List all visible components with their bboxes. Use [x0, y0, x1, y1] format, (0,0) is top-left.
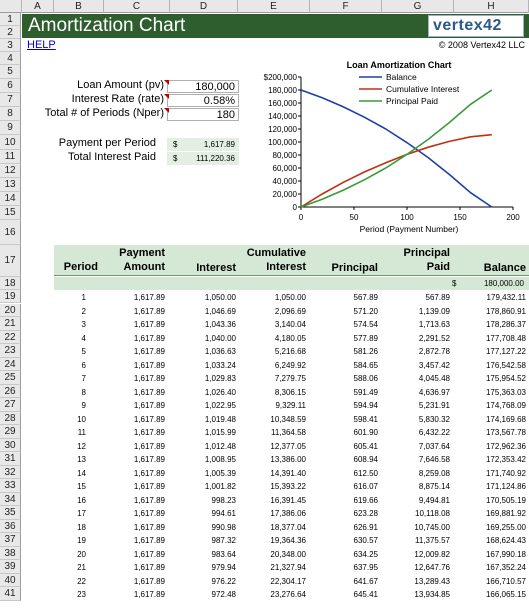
- cell-balance: 178,286.37: [485, 320, 526, 329]
- cell-period: 4: [81, 333, 86, 343]
- row-header-38[interactable]: 38: [0, 547, 21, 561]
- cell-payment: 1,617.89: [133, 455, 165, 464]
- comment-indicator-icon[interactable]: [164, 94, 169, 99]
- cell-principal: 574.54: [353, 320, 378, 329]
- y-tick-label: 160,000: [268, 99, 297, 108]
- cell-period: 11: [77, 428, 86, 437]
- row-header-40[interactable]: 40: [0, 574, 21, 588]
- cell-period: 19: [77, 536, 86, 545]
- x-tick-label: 50: [349, 213, 359, 222]
- cell-balance: 168,624.43: [485, 536, 526, 545]
- row-header-35[interactable]: 35: [0, 506, 21, 520]
- row-header-32[interactable]: 32: [0, 466, 21, 480]
- loan-amount-label: Loan Amount (pv): [77, 79, 164, 91]
- row-header-10[interactable]: 10: [0, 135, 21, 150]
- cell-principal: 571.20: [353, 306, 378, 316]
- header-cumulative-line2: Interest: [266, 261, 306, 273]
- payment-amount: 1,617.89: [203, 140, 235, 149]
- row-header-4[interactable]: 4: [0, 52, 21, 65]
- cell-interest: 994.61: [211, 509, 236, 518]
- row-header-28[interactable]: 28: [0, 412, 21, 426]
- cell-cumulative-interest: 21,327.94: [270, 563, 306, 572]
- total-interest-value[interactable]: [167, 152, 239, 165]
- cell-principal: 612.50: [353, 468, 378, 478]
- cell-cumulative-interest: 19,364.36: [270, 536, 306, 545]
- cell-payment: 1,617.89: [133, 428, 165, 437]
- cell-principal-paid: 6,432.22: [418, 428, 450, 437]
- x-tick-label: 0: [298, 213, 304, 222]
- cell-principal-paid: 1,139.09: [418, 306, 450, 316]
- cell-interest: 987.32: [211, 536, 236, 545]
- column-header-bar: [0, 0, 529, 13]
- cell-interest: 1,001.82: [204, 482, 236, 491]
- cell-period: 13: [77, 455, 86, 464]
- cell-principal-paid: 9,494.81: [418, 495, 450, 505]
- cell-balance: 175,954.52: [485, 374, 526, 383]
- cell-balance: 171,124.86: [485, 482, 526, 491]
- interest-rate-label: Interest Rate (rate): [71, 93, 164, 105]
- cell-cumulative-interest: 17,386.06: [270, 509, 306, 518]
- cell-cumulative-interest: 10,348.59: [270, 414, 306, 424]
- x-tick-label: 150: [453, 213, 467, 222]
- cell-cumulative-interest: 11,364.58: [271, 428, 306, 437]
- cell-principal: 641.67: [353, 576, 378, 586]
- select-all-corner[interactable]: [0, 0, 22, 13]
- cell-principal: 623.28: [353, 509, 378, 518]
- payment-per-period-value[interactable]: [167, 138, 239, 151]
- cell-principal-paid: 10,118.08: [415, 509, 450, 518]
- cell-period: 18: [77, 522, 86, 532]
- header-period: Period: [63, 261, 98, 273]
- column-header-d[interactable]: D: [170, 0, 238, 13]
- cell-cumulative-interest: 13,386.00: [270, 455, 306, 464]
- cell-payment: 1,617.89: [133, 306, 165, 316]
- row-header-33[interactable]: 33: [0, 479, 21, 493]
- cell-balance: 172,962.36: [485, 441, 526, 451]
- cell-period: 10: [77, 414, 86, 424]
- cell-principal-paid: 13,934.85: [414, 590, 450, 599]
- cell-principal-paid: 12,009.82: [414, 549, 450, 559]
- cell-period: 1: [81, 293, 86, 302]
- row-header-15[interactable]: 15: [0, 206, 21, 220]
- cell-payment: 1,617.89: [133, 387, 165, 397]
- cell-cumulative-interest: 8,306.15: [274, 387, 306, 397]
- cell-cumulative-interest: 18,377.04: [270, 522, 306, 532]
- y-tick-label: 20,000: [272, 190, 297, 199]
- cell-interest: 972.48: [211, 590, 236, 599]
- column-header-a[interactable]: A: [22, 0, 54, 13]
- cell-period: 17: [77, 509, 86, 518]
- row-header-8[interactable]: 8: [0, 107, 21, 121]
- vertex42-logo[interactable]: [428, 15, 524, 37]
- cell-interest: 1,019.48: [204, 414, 236, 424]
- cell-payment: 1,617.89: [133, 536, 165, 545]
- table-header: [54, 245, 529, 276]
- row-header-3[interactable]: 3: [0, 39, 21, 52]
- row-header-14[interactable]: 14: [0, 192, 21, 206]
- cell-principal-paid: 2,291.52: [418, 333, 450, 343]
- row-header-27[interactable]: 27: [0, 398, 21, 412]
- column-header-c[interactable]: C: [104, 0, 170, 13]
- cell-interest: 1,033.24: [204, 360, 236, 370]
- row-header-30[interactable]: 30: [0, 439, 21, 453]
- cell-period: 21: [77, 563, 86, 572]
- row-header-16[interactable]: 16: [0, 220, 21, 245]
- cell-period: 22: [77, 576, 86, 586]
- cell-interest: 983.64: [211, 549, 236, 559]
- cell-payment: 1,617.89: [133, 468, 165, 478]
- x-tick-label: 100: [400, 213, 414, 222]
- cell-balance: 167,352.24: [485, 563, 526, 572]
- row-header-36[interactable]: 36: [0, 520, 21, 534]
- y-tick-label: 80,000: [272, 151, 297, 160]
- cell-cumulative-interest: 7,279.75: [274, 374, 306, 383]
- cell-cumulative-interest: 16,391.45: [270, 495, 306, 505]
- legend-label: Principal Paid: [386, 96, 438, 106]
- row-header-37[interactable]: 37: [0, 533, 21, 547]
- payment-per-period-label: Payment per Period: [58, 137, 156, 149]
- row-header-19[interactable]: 19: [0, 290, 21, 303]
- cell-principal-paid: 7,646.58: [418, 455, 450, 464]
- cell-period: 23: [77, 590, 86, 599]
- loan-amount-input[interactable]: 180,000: [167, 80, 239, 93]
- cell-payment: 1,617.89: [133, 293, 165, 302]
- cell-balance: 174,169.68: [485, 414, 526, 424]
- cell-balance: 169,881.92: [485, 509, 526, 518]
- cell-interest: 1,022.95: [204, 401, 236, 410]
- column-header-h[interactable]: H: [454, 0, 529, 13]
- cell-interest: 976.22: [211, 576, 236, 586]
- interest-rate-input[interactable]: 0.58%: [167, 94, 239, 107]
- cell-principal: 626.91: [353, 522, 378, 532]
- cell-principal: 581.26: [353, 347, 378, 356]
- row-header-11[interactable]: 11: [0, 150, 21, 164]
- cell-interest: 998.23: [211, 495, 236, 505]
- column-header-g[interactable]: G: [382, 0, 454, 13]
- payment-currency: $: [173, 140, 178, 149]
- start-balance: 180,000.00: [483, 279, 524, 288]
- cell-principal-paid: 5,830.32: [418, 414, 450, 424]
- cell-interest: 1,026.40: [204, 387, 236, 397]
- cell-payment: 1,617.89: [133, 414, 165, 424]
- cell-period: 7: [81, 374, 86, 383]
- row-header-39[interactable]: 39: [0, 560, 21, 574]
- row-header-13[interactable]: 13: [0, 178, 21, 192]
- cell-principal-paid: 8,875.14: [418, 482, 450, 491]
- cell-cumulative-interest: 23,276.64: [270, 590, 306, 599]
- row-header-17[interactable]: 17: [0, 245, 21, 277]
- header-interest: Interest: [196, 262, 236, 274]
- cell-payment: 1,617.89: [133, 522, 165, 532]
- row-header-26[interactable]: 26: [0, 385, 21, 399]
- cell-interest: 1,005.39: [204, 468, 236, 478]
- row-header-5[interactable]: 5: [0, 65, 21, 79]
- header-cumulative-line1: Cumulative: [246, 247, 306, 259]
- row-header-29[interactable]: 29: [0, 425, 21, 439]
- cell-balance: 172,353.42: [485, 455, 526, 464]
- cell-principal-paid: 4,045.48: [418, 374, 450, 383]
- cell-payment: 1,617.89: [133, 590, 165, 599]
- row-header-22[interactable]: 22: [0, 331, 21, 345]
- x-tick-label: 200: [506, 213, 520, 222]
- cell-balance: 169,255.00: [485, 522, 526, 532]
- header-principal: Principal: [331, 262, 378, 274]
- cell-principal: 619.66: [353, 495, 378, 505]
- cell-period: 9: [81, 401, 86, 410]
- row-header-7[interactable]: 7: [0, 93, 21, 107]
- cell-payment: 1,617.89: [133, 401, 165, 410]
- cell-principal: 598.41: [353, 414, 378, 424]
- cell-principal-paid: 4,636.97: [418, 387, 450, 397]
- cell-period: 15: [77, 482, 86, 491]
- cell-balance: 170,505.19: [485, 495, 526, 505]
- cell-balance: 179,432.11: [486, 293, 526, 302]
- cell-principal: 591.49: [353, 387, 378, 397]
- cell-principal-paid: 5,231.91: [418, 401, 450, 410]
- cell-principal: 608.94: [353, 455, 378, 464]
- cell-balance: 166,710.57: [485, 576, 526, 586]
- x-axis-label: Period (Payment Number): [359, 224, 459, 234]
- cell-cumulative-interest: 15,393.22: [270, 482, 306, 491]
- cell-period: 8: [81, 387, 86, 397]
- column-header-e[interactable]: E: [238, 0, 310, 13]
- row-header-31[interactable]: 31: [0, 452, 21, 466]
- cell-period: 12: [77, 441, 86, 451]
- cell-principal-paid: 13,289.43: [414, 576, 450, 586]
- cell-period: 2: [81, 306, 86, 316]
- cell-balance: 171,740.92: [485, 468, 526, 478]
- cell-principal-paid: 12,647.76: [414, 563, 450, 572]
- copyright-text: © 2008 Vertex42 LLC: [438, 40, 525, 50]
- cell-principal-paid: 7,037.64: [418, 441, 450, 451]
- cell-principal: 567.89: [353, 293, 378, 302]
- row-header-24[interactable]: 24: [0, 358, 21, 372]
- cell-balance: 175,363.03: [485, 387, 526, 397]
- cell-interest: 1,015.99: [204, 428, 236, 437]
- cell-payment: 1,617.89: [133, 509, 165, 518]
- cell-principal: 601.90: [353, 428, 378, 437]
- total-interest-label: Total Interest Paid: [67, 151, 156, 163]
- cell-cumulative-interest: 20,348.00: [270, 549, 306, 559]
- cell-cumulative-interest: 22,304.17: [270, 576, 306, 586]
- cell-period: 20: [77, 549, 86, 559]
- header-payment-line1: Payment: [119, 247, 165, 259]
- cell-payment: 1,617.89: [133, 549, 165, 559]
- cell-principal-paid: 8,259.08: [418, 468, 450, 478]
- cell-principal-paid: 10,745.00: [414, 522, 450, 532]
- cell-balance: 166,065.15: [485, 590, 526, 599]
- row-header-20[interactable]: 20: [0, 304, 21, 318]
- y-tick-label: 40,000: [272, 177, 297, 186]
- cell-interest: 1,036.63: [204, 347, 236, 356]
- header-balance: Balance: [483, 262, 526, 274]
- total-periods-input[interactable]: 180: [167, 108, 239, 121]
- cell-cumulative-interest: 3,140.04: [274, 320, 306, 329]
- cell-balance: 167,990.18: [485, 549, 526, 559]
- cell-principal-paid: 11,375.57: [415, 536, 450, 545]
- cell-payment: 1,617.89: [133, 495, 165, 505]
- cell-payment: 1,617.89: [133, 482, 165, 491]
- cell-payment: 1,617.89: [133, 333, 165, 343]
- cell-payment: 1,617.89: [133, 374, 165, 383]
- row-header-23[interactable]: 23: [0, 344, 21, 358]
- cell-cumulative-interest: 5,216.68: [274, 347, 306, 356]
- total-interest-amount: 111,220.36: [196, 154, 235, 163]
- cell-balance: 173,567.78: [485, 428, 526, 437]
- cell-principal-paid: 1,713.63: [418, 320, 450, 329]
- row-header-12[interactable]: 12: [0, 164, 21, 178]
- cell-principal-paid: 567.89: [425, 293, 450, 302]
- cell-principal-paid: 3,457.42: [418, 360, 450, 370]
- cell-period: 6: [81, 360, 86, 370]
- cell-period: 5: [81, 347, 86, 356]
- header-principal-paid-line1: Principal: [403, 247, 450, 259]
- cell-payment: 1,617.89: [133, 360, 165, 370]
- cell-period: 16: [77, 495, 86, 505]
- header-payment-line2: Amount: [123, 261, 165, 273]
- row-header-25[interactable]: 25: [0, 371, 21, 385]
- y-tick-label: 60,000: [272, 164, 297, 173]
- logo-text: vertex42: [433, 17, 502, 34]
- cell-balance: 176,542.58: [485, 360, 526, 370]
- start-currency: $: [452, 279, 457, 288]
- cell-principal: 588.06: [353, 374, 378, 383]
- table-start-row: [54, 277, 529, 290]
- cell-period: 14: [77, 468, 86, 478]
- cell-interest: 1,043.36: [204, 320, 236, 329]
- cell-cumulative-interest: 6,249.92: [274, 360, 306, 370]
- row-header-41[interactable]: 41: [0, 587, 21, 601]
- cell-interest: 1,008.95: [204, 455, 236, 464]
- chart-title: Loan Amortization Chart: [346, 60, 452, 70]
- cell-cumulative-interest: 12,377.05: [270, 441, 306, 451]
- legend-label: Cumulative Interest: [386, 84, 460, 94]
- row-header-21[interactable]: 21: [0, 317, 21, 331]
- y-tick-label: 120,000: [268, 125, 297, 134]
- y-tick-label: 180,000: [268, 86, 297, 95]
- cell-principal: 630.57: [353, 536, 378, 545]
- column-header-f[interactable]: F: [310, 0, 382, 13]
- header-principal-paid-line2: Paid: [426, 261, 450, 273]
- cell-interest: 1,029.83: [204, 374, 236, 383]
- cell-interest: 1,012.48: [204, 441, 236, 451]
- row-header-9[interactable]: 9: [0, 121, 21, 135]
- cell-payment: 1,617.89: [133, 441, 165, 451]
- y-tick-label: 140,000: [268, 112, 297, 121]
- comment-indicator-icon[interactable]: [164, 108, 169, 113]
- cell-payment: 1,617.89: [133, 320, 165, 329]
- column-header-b[interactable]: B: [54, 0, 104, 13]
- cell-payment: 1,617.89: [133, 347, 165, 356]
- cell-payment: 1,617.89: [133, 563, 165, 572]
- cell-interest: 1,046.69: [204, 306, 236, 316]
- row-header-6[interactable]: 6: [0, 79, 21, 93]
- cell-principal: 584.65: [353, 360, 378, 370]
- page-title: Amortization Chart: [28, 15, 186, 36]
- amortization-chart[interactable]: [246, 54, 529, 242]
- cell-balance: 174,768.09: [485, 401, 526, 410]
- cell-balance: 177,127.22: [485, 347, 526, 356]
- y-tick-label: 0: [292, 203, 297, 212]
- row-header-34[interactable]: 34: [0, 493, 21, 507]
- help-link[interactable]: HELP: [27, 39, 56, 51]
- row-header-1[interactable]: 1: [0, 13, 21, 26]
- cell-balance: 177,708.48: [485, 333, 526, 343]
- cell-principal: 577.89: [353, 333, 378, 343]
- comment-indicator-icon[interactable]: [164, 80, 169, 85]
- cell-principal-paid: 2,872.78: [418, 347, 450, 356]
- cell-payment: 1,617.89: [133, 576, 165, 586]
- y-tick-label: $200,000: [263, 73, 297, 82]
- cell-principal: 634.25: [353, 549, 378, 559]
- cell-cumulative-interest: 4,180.05: [274, 333, 306, 343]
- cell-principal: 616.07: [353, 482, 378, 491]
- legend-label: Balance: [386, 72, 417, 82]
- cell-cumulative-interest: 14,391.40: [270, 468, 306, 478]
- total-periods-label: Total # of Periods (Nper): [44, 107, 164, 119]
- cell-principal: 645.41: [353, 590, 378, 599]
- cell-interest: 1,050.00: [204, 293, 236, 302]
- cell-principal: 605.41: [353, 441, 378, 451]
- y-tick-label: 100,000: [268, 138, 297, 147]
- total-interest-currency: $: [173, 154, 178, 163]
- cell-cumulative-interest: 1,050.00: [274, 293, 306, 302]
- row-header-2[interactable]: 2: [0, 26, 21, 39]
- cell-principal: 637.95: [353, 563, 378, 572]
- cell-interest: 1,040.00: [204, 333, 236, 343]
- cell-principal: 594.94: [353, 401, 378, 410]
- cell-interest: 979.94: [211, 563, 236, 572]
- cell-balance: 178,860.91: [485, 306, 526, 316]
- cell-cumulative-interest: 2,096.69: [274, 306, 306, 316]
- cell-period: 3: [81, 320, 86, 329]
- cell-cumulative-interest: 9,329.11: [275, 401, 306, 410]
- row-header-18[interactable]: 18: [0, 277, 21, 290]
- cell-interest: 990.98: [211, 522, 236, 532]
